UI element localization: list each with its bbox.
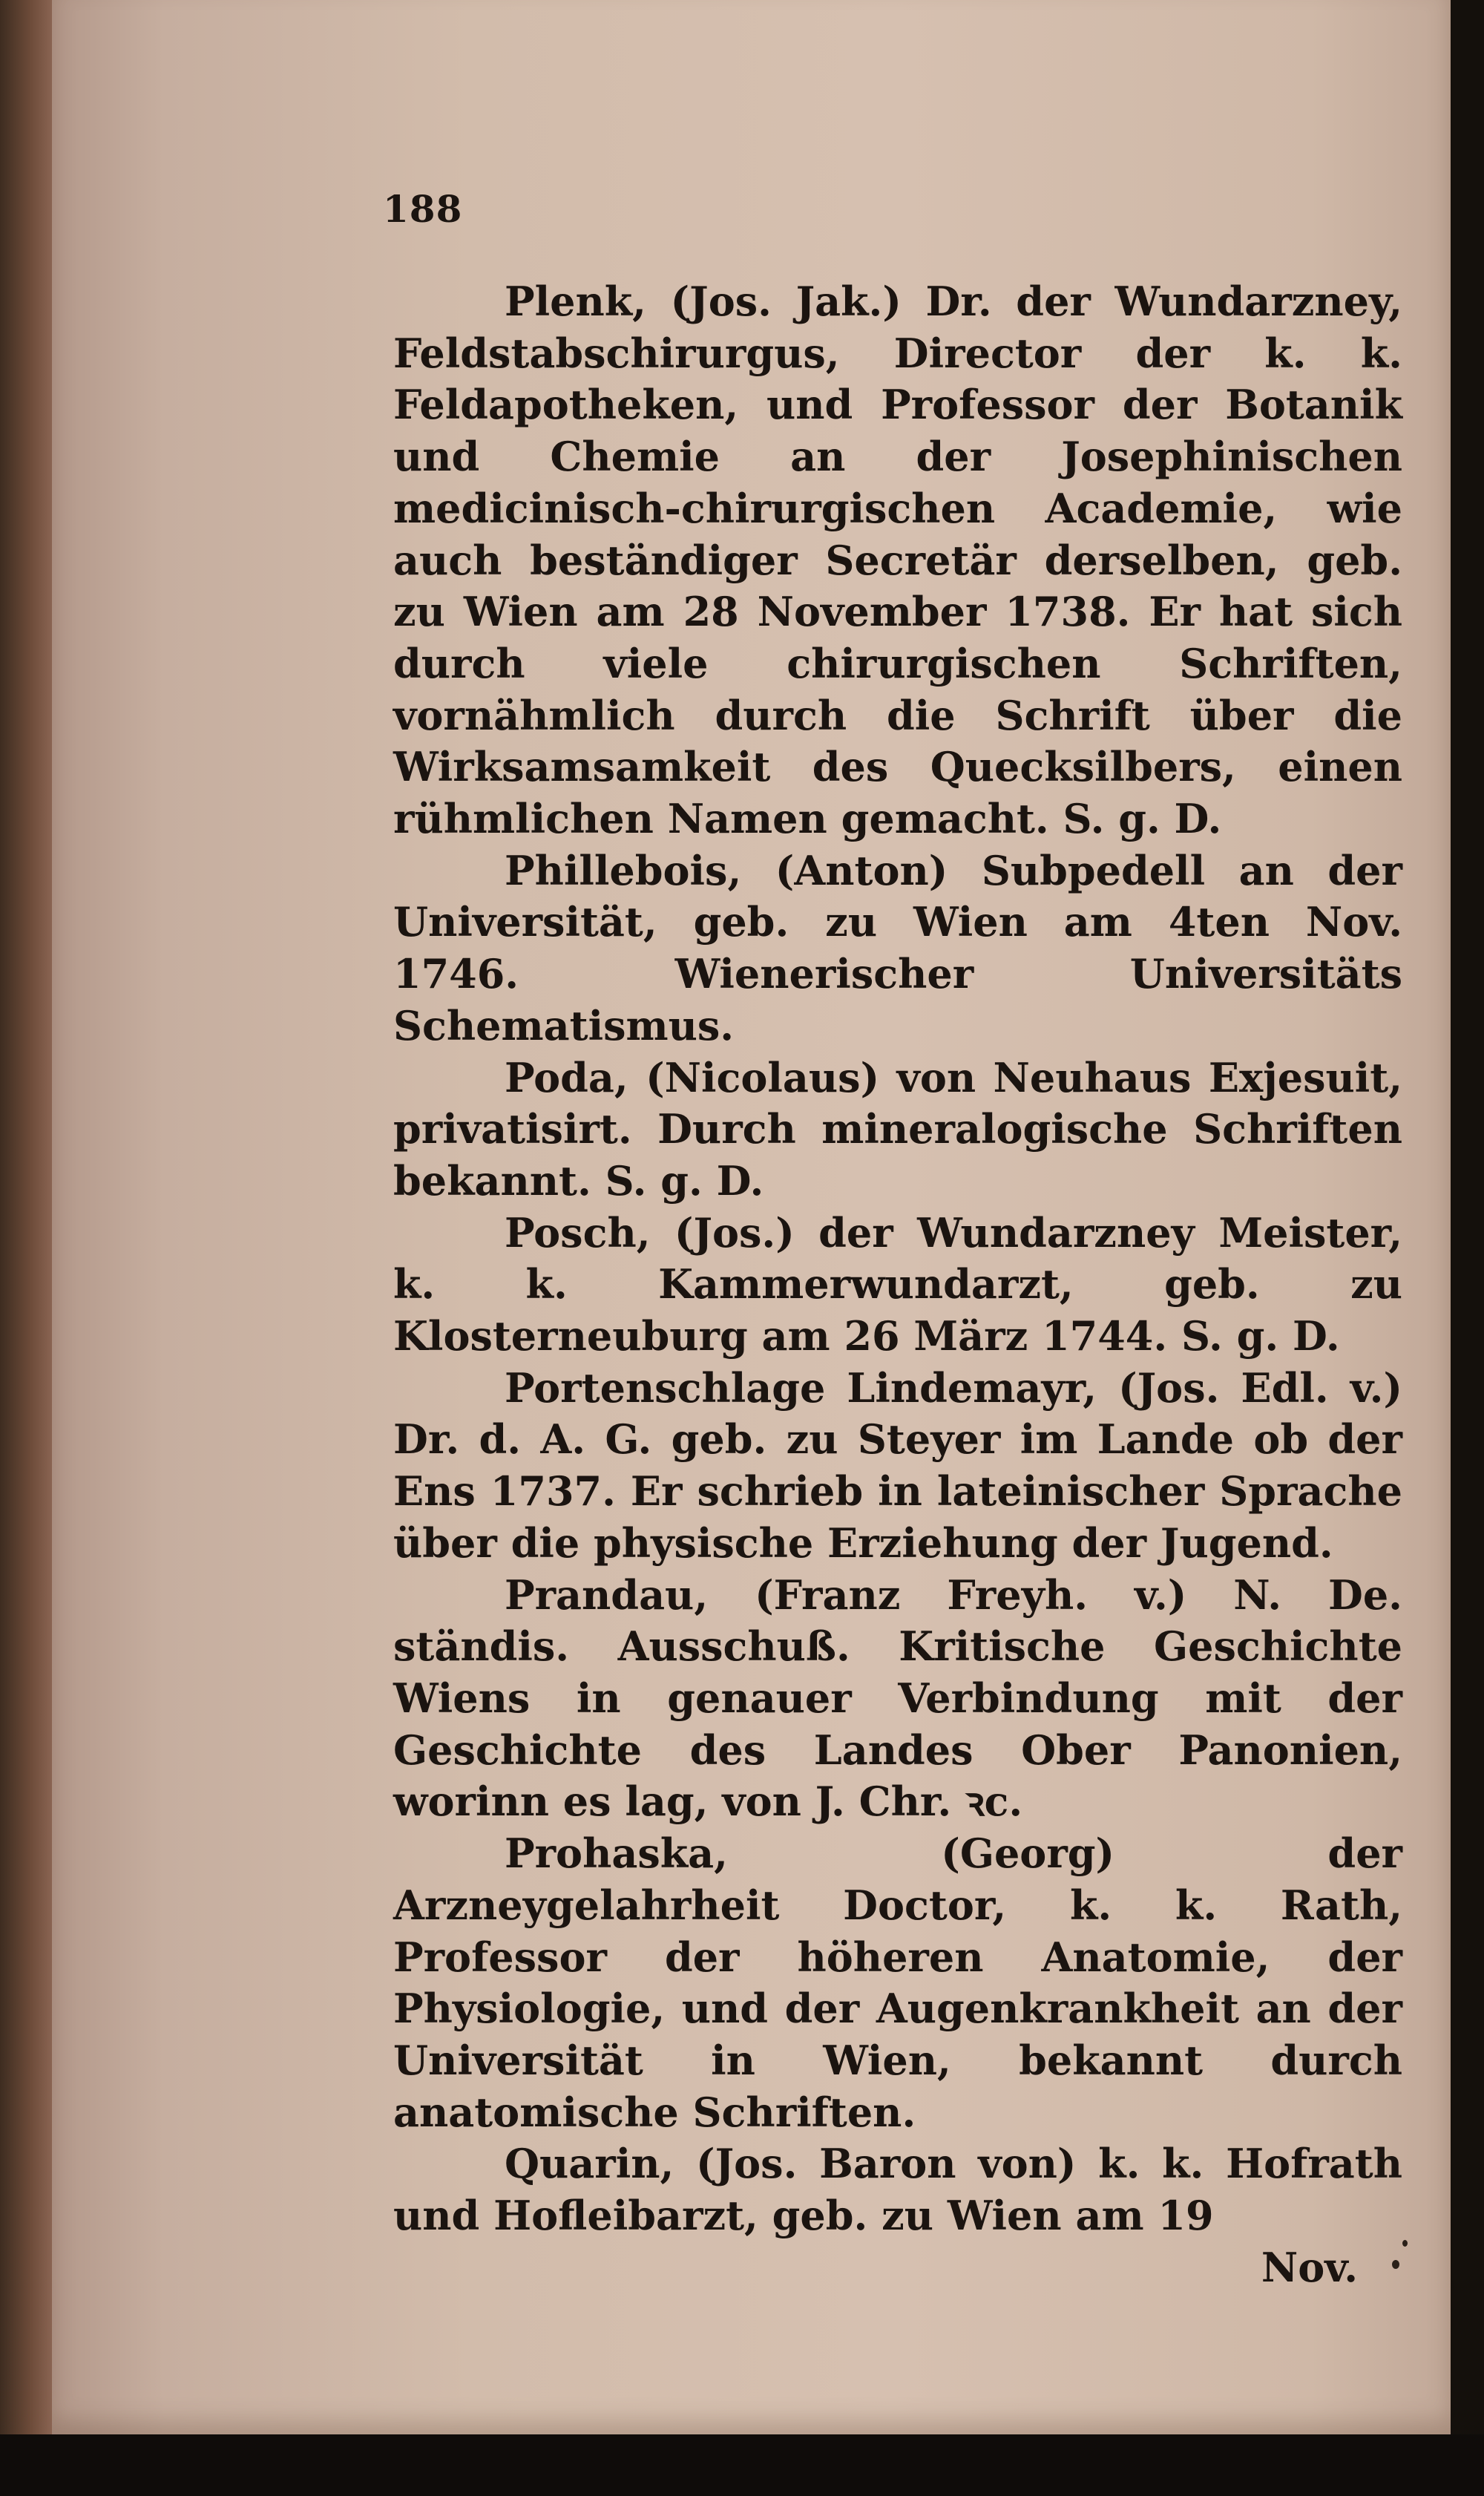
entry-quarin: Quarin, (Jos. Baron von) k. k. Hofrath und Hofleibarzt, geb. zu Wien am 19 bbox=[393, 2140, 1402, 2240]
entry-plenk: Plenk, (Jos. Jak.) Dr. der Wundarzney, Feldstabschirurgus, Director der k. k. Feldapotheken, und Professor der Botanik und Chemie an der Josephinischen medicinisch-chirurgischen Academie, wie auch beständiger Secretär derselben, geb. zu Wien am 28 November 1738. Er hat sich durch viele chirurgischen Schriften, vornähmlich durch die Schrift über die Wirksamsamkeit des Quecksilbers, einen rühmlichen Namen gemacht. S. g. D. bbox=[393, 278, 1402, 843]
entry-prohaska: Prohaska, (Georg) der Arzneygelahrheit Doctor, k. k. Rath, Professor der höheren Anatomie, der Physiologie, und der Augenkrankheit an der Universität in Wien, bekannt durch anatomische Schriften. bbox=[393, 1830, 1402, 2136]
catchword: Nov. bbox=[1261, 2243, 1358, 2291]
entry-phillebois: Phillebois, (Anton) Subpedell an der Universität, geb. zu Wien am 4ten Nov. 1746. Wienerischer Universitäts Schematismus. bbox=[393, 846, 1402, 1049]
entry-posch: Posch, (Jos.) der Wundarzney Meister, k. k. Kammerwundarzt, geb. zu Klosterneuburg am 26 März 1744. S. g. D. bbox=[393, 1208, 1402, 1360]
page-body bbox=[393, 276, 1402, 2293]
entry-portenschlage: Portenschlage Lindemayr, (Jos. Edl. v.) Dr. d. A. G. geb. zu Steyer im Lande ob der Ens 1737. Er schrieb in lateinischer Sprache über die physische Erziehung der Jugend. bbox=[393, 1363, 1402, 1567]
page-number: 188 bbox=[383, 187, 463, 231]
page-bottom-shadow bbox=[0, 2434, 1484, 2496]
page-right-shadow bbox=[1451, 0, 1484, 2496]
entry-poda: Poda, (Nicolaus) von Neuhaus Exjesuit, privatisirt. Durch mineralogische Schriften bekannt. S. g. D. bbox=[393, 1053, 1402, 1205]
entry-prandau: Prandau, (Franz Freyh. v.) N. De. ständis. Ausschuß. Kritische Geschichte Wiens in genauer Verbindung mit der Geschichte des Landes Ober Panonien, worinn es lag, von J. Chr. ꝛc. bbox=[393, 1570, 1402, 1826]
ink-speck bbox=[1402, 2240, 1408, 2247]
